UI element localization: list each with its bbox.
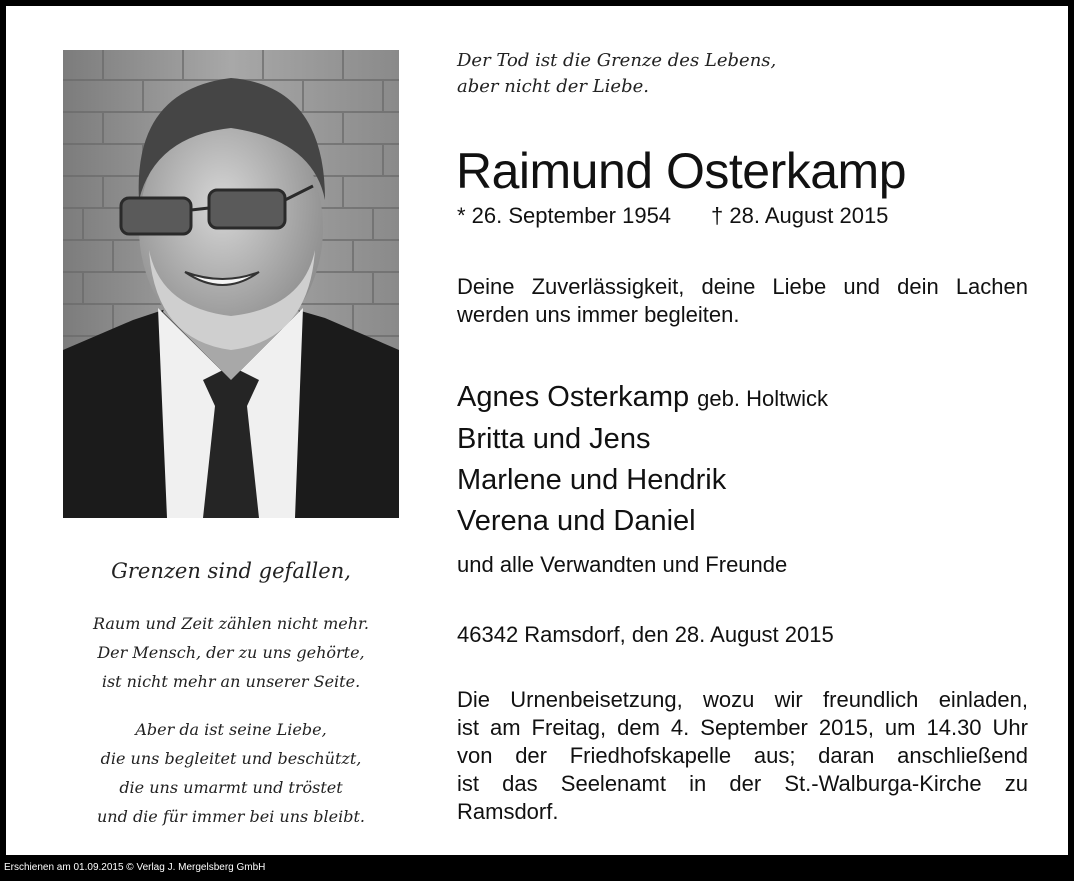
poem-title: Grenzen sind gefallen, — [111, 559, 351, 583]
poem-line: Aber da ist seine Liebe, — [135, 720, 327, 739]
poem-line: ist nicht mehr an unserer Seite. — [101, 672, 361, 691]
opening-quote — [457, 48, 776, 100]
family-member: Verena und Daniel — [457, 505, 696, 537]
family-member: Britta und Jens — [457, 423, 651, 455]
funeral-line: ist am Freitag, dem 4. September 2015, um 14.30 Uhr — [457, 715, 1028, 740]
funeral-line: Die Urnenbeisetzung, wozu wir freundlich einladen, — [457, 687, 1028, 712]
poem-line: die uns umarmt und tröstet — [119, 778, 343, 797]
death-date: † 28. August 2015 — [711, 203, 889, 228]
portrait-photo — [63, 50, 399, 518]
life-dates — [457, 202, 888, 230]
family-member: Marlene und Hendrik — [457, 464, 727, 496]
poem-line: und die für immer bei uns bleibt. — [97, 807, 365, 826]
poem-line: Raum und Zeit zählen nicht mehr. — [92, 614, 370, 633]
poem-line: Der Mensch, der zu uns gehörte, — [97, 643, 365, 662]
quote-line: aber nicht der Liebe. — [457, 76, 649, 97]
funeral-notice — [457, 686, 1028, 826]
family-list — [457, 377, 828, 542]
poem-stanza-2 — [56, 715, 406, 831]
family-member — [457, 377, 828, 419]
spouse-name: Agnes Osterkamp — [457, 381, 690, 413]
obituary-card — [6, 6, 1068, 855]
tribute-text: Deine Zuverlässigkeit, deine Liebe und dein Lachen werden uns immer begleiten. — [457, 274, 1028, 327]
relatives-line: und alle Verwandten und Freunde — [457, 552, 788, 577]
publication-footer: Erschienen am 01.09.2015 © Verlag J. Mergelsberg GmbH — [4, 862, 266, 873]
funeral-line: ist das Seelenamt in der St.-Walburga-Kirche zu — [457, 771, 1028, 796]
funeral-line: von der Friedhofskapelle aus; daran anschließend — [457, 743, 1028, 768]
funeral-line: Ramsdorf. — [457, 799, 559, 824]
quote-line: Der Tod ist die Grenze des Lebens, — [457, 50, 777, 71]
deceased-name: Raimund Osterkamp — [456, 143, 906, 199]
birth-date: * 26. September 1954 — [457, 203, 672, 228]
poem-line: die uns begleitet und beschützt, — [100, 749, 362, 768]
place-date: 46342 Ramsdorf, den 28. August 2015 — [457, 622, 834, 647]
spouse-nee: geb. Holtwick — [697, 386, 829, 411]
poem-stanza-1 — [56, 609, 406, 696]
